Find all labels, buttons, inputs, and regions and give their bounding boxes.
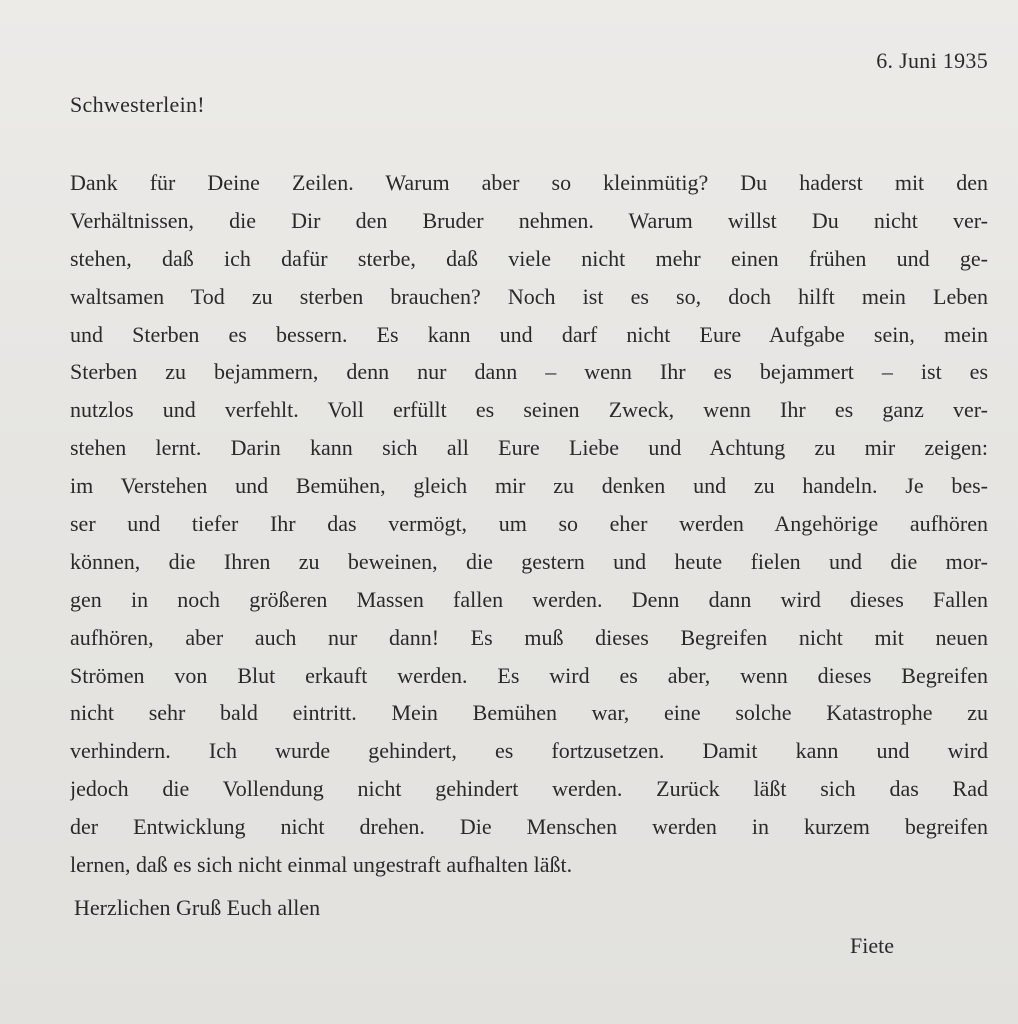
body-line: Strömen von Blut erkauft werden. Es wird es aber, wenn dieses Begreifen <box>70 662 988 688</box>
body-line: stehen lernt. Darin kann sich all Eure Liebe und Achtung zu mir zeigen: <box>70 435 988 461</box>
body-line: ser und tiefer Ihr das vermögt, um so eher werden Angehörige aufhören <box>70 511 988 537</box>
body-line: der Entwicklung nicht drehen. Die Menschen werden in kurzem begreifen <box>70 814 988 840</box>
body-line: nicht sehr bald eintritt. Mein Bemühen war, eine solche Katastrophe zu <box>70 700 988 726</box>
body-line: lernen, daß es sich nicht einmal ungestraft aufhalten läßt. <box>70 852 573 878</box>
body-line: Sterben zu bejammern, denn nur dann – wenn Ihr es bejammert – ist es <box>70 359 988 385</box>
body-line: waltsamen Tod zu sterben brauchen? Noch ist es so, doch hilft mein Leben <box>70 283 988 309</box>
letter-closing: Herzlichen Gruß Euch allen <box>74 895 321 920</box>
body-line: stehen, daß ich dafür sterbe, daß viele nicht mehr einen frühen und ge- <box>70 245 988 271</box>
body-line: und Sterben es bessern. Es kann und darf nicht Eure Aufgabe sein, mein <box>70 321 988 347</box>
letter-salutation: Schwesterlein! <box>70 92 205 117</box>
body-line: verhindern. Ich wurde gehindert, es fortzusetzen. Damit kann und wird <box>70 738 988 764</box>
body-line: im Verstehen und Bemühen, gleich mir zu denken und zu handeln. Je bes- <box>70 473 988 499</box>
body-line: gen in noch größeren Massen fallen werden. Denn dann wird dieses Fallen <box>70 586 988 612</box>
letter-signature: Fiete <box>850 933 894 958</box>
letter-body <box>70 164 988 884</box>
body-line: aufhören, aber auch nur dann! Es muß dieses Begreifen nicht mit neuen <box>70 624 988 650</box>
body-line: nutzlos und verfehlt. Voll erfüllt es seinen Zweck, wenn Ihr es ganz ver- <box>70 397 988 423</box>
letter-date: 6. Juni 1935 <box>876 48 988 73</box>
body-line: Verhältnissen, die Dir den Bruder nehmen. Warum willst Du nicht ver- <box>70 207 988 233</box>
body-line: Dank für Deine Zeilen. Warum aber so kleinmütig? Du haderst mit den <box>70 170 988 195</box>
body-line: jedoch die Vollendung nicht gehindert werden. Zurück läßt sich das Rad <box>70 776 988 802</box>
body-line: können, die Ihren zu beweinen, die gestern und heute fielen und die mor- <box>70 548 988 574</box>
